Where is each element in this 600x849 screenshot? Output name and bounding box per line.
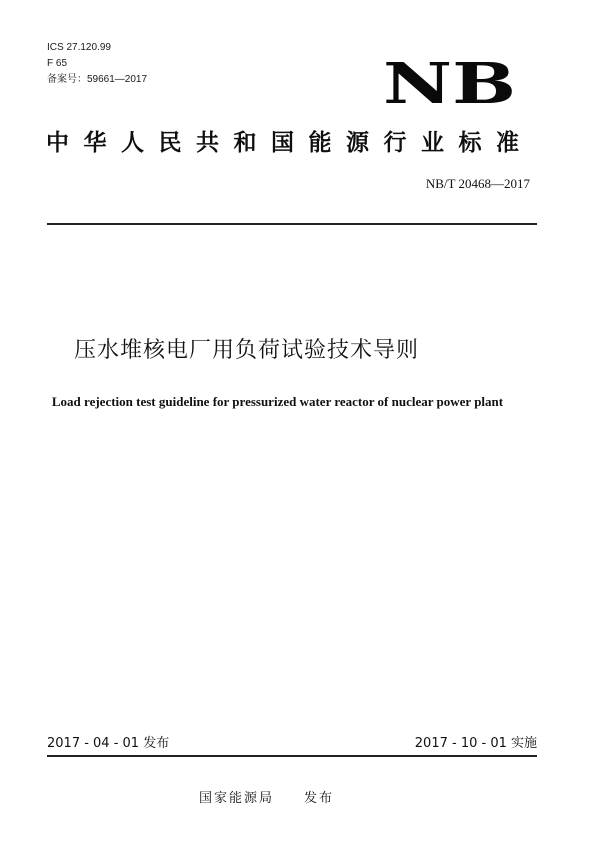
header-divider bbox=[47, 223, 537, 225]
document-title-chinese: 压水堆核电厂用负荷试验技术导则 bbox=[74, 338, 420, 363]
implementation-date: 2017 - 10 - 01 实施 bbox=[414, 736, 537, 751]
footer-divider bbox=[47, 755, 537, 757]
issue-date: 2017 - 04 - 01 发布 bbox=[47, 736, 170, 751]
nb-logo: NB bbox=[383, 51, 517, 117]
publisher: 国家能源局 发布 bbox=[199, 791, 335, 806]
ics-code: ICS 27.120.99 bbox=[47, 42, 111, 53]
standard-number: NB/T 20468—2017 bbox=[425, 176, 530, 191]
record-number: 备案号：59661—2017 bbox=[47, 74, 148, 85]
standard-category-title: 中华人民共和国能源行业标准 bbox=[46, 130, 534, 156]
classification-code: F 65 bbox=[47, 58, 68, 69]
document-title-english: Load rejection test guideline for pressurized water reactor of nuclear power plant bbox=[51, 394, 504, 409]
